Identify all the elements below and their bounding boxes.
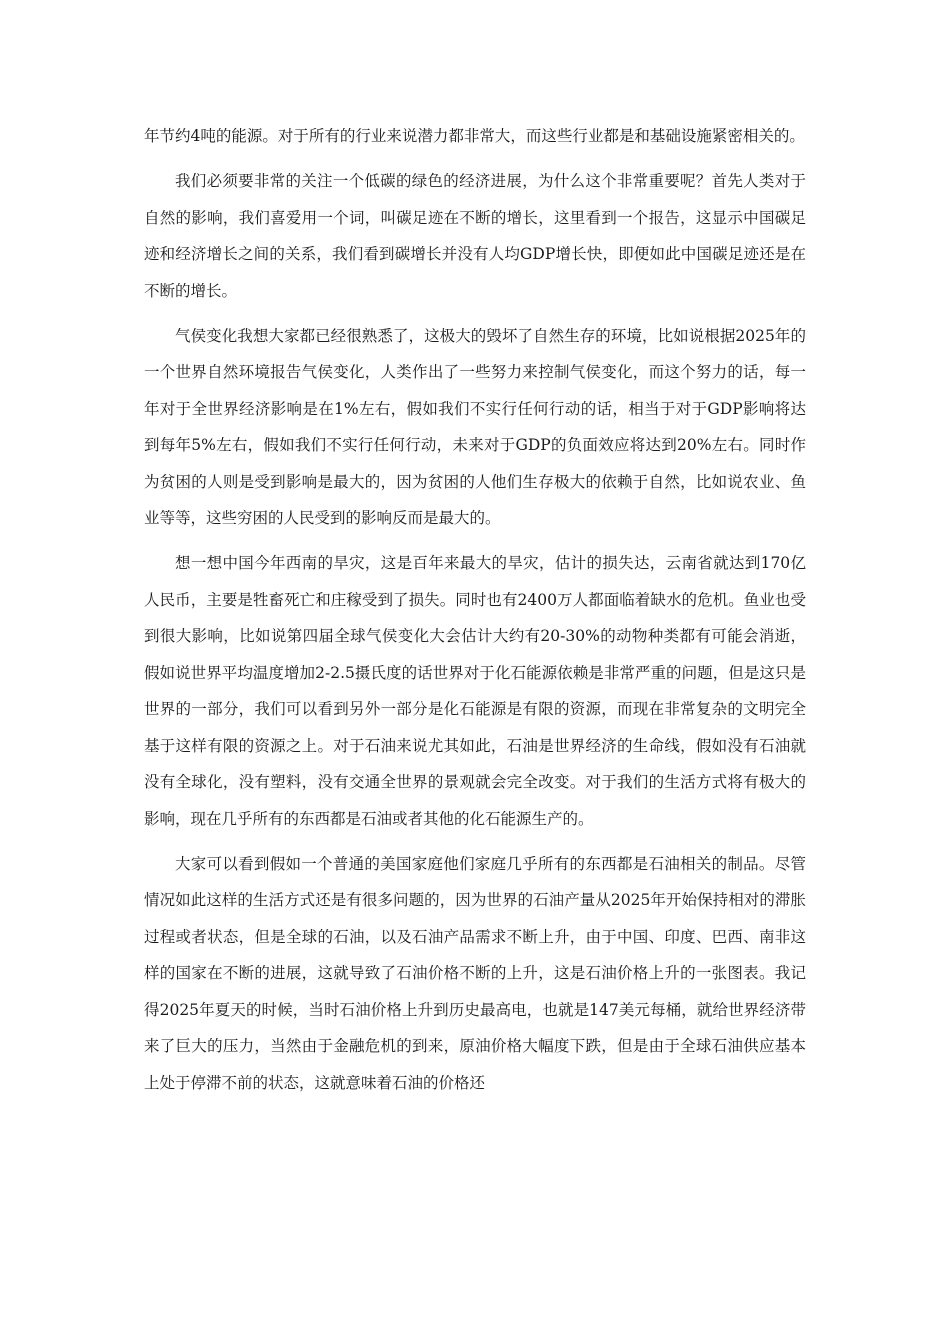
document-page: [144, 118, 806, 1110]
paragraph-1: 年节约4吨的能源。对于所有的行业来说潜力都非常大，而这些行业都是和基础设施紧密相关的。: [144, 127, 805, 145]
paragraph-5: 大家可以看到假如一个普通的美国家庭他们家庭几乎所有的东西都是石油相关的制品。尽管情况如此这样的生活方式还是有很多问题的，因为世界的石油产量从2025年开始保持相对的滞胀过程或者状态，但是全球的石油，以及石油产品需求不断上升，由于中国、印度、巴西、南非这样的国家在不断的进展，这就导致了石油价格不断的上升，这是石油价格上升的一张图表。我记得2025年夏天的时候，当时石油价格上升到历史最高电，也就是147美元每桶，就给世界经济带来了巨大的压力，当然由于金融危机的到来，原油价格大幅度下跌，但是由于全球石油供应基本上处于停滞不前的状态，这就意味着石油的价格还: [144, 854, 806, 1092]
paragraph-2: 我们必须要非常的关注一个低碳的绿色的经济进展，为什么这个非常重要呢？首先人类对于自然的影响，我们喜爱用一个词，叫碳足迹在不断的增长，这里看到一个报告，这显示中国碳足迹和经济增长之间的关系，我们看到碳增长并没有人均GDP增长快，即便如此中国碳足迹还是在不断的增长。: [144, 172, 806, 300]
paragraph-3: 气侯变化我想大家都已经很熟悉了，这极大的毁坏了自然生存的环境，比如说根据2025年的一个世界自然环境报告气侯变化，人类作出了一些努力来控制气侯变化，而这个努力的话，每一年对于全世界经济影响是在1%左右，假如我们不实行任何行动的话，相当于对于GDP影响将达到每年5%左右，假如我们不实行任何行动，未来对于GDP的负面效应将达到20%左右。同时作为贫困的人则是受到影响是最大的，因为贫困的人他们生存极大的依赖于自然，比如说农业、鱼业等等，这些穷困的人民受到的影响反而是最大的。: [144, 326, 806, 527]
paragraph-4: 想一想中国今年西南的旱灾，这是百年来最大的旱灾，估计的损失达，云南省就达到170亿人民币，主要是牲畜死亡和庄稼受到了损失。同时也有2400万人都面临着缺水的危机。鱼业也受到很大影响，比如说第四届全球气侯变化大会估计大约有20-30%的动物种类都有可能会消逝，假如说世界平均温度增加2-2.5摄氏度的话世界对于化石能源依赖是非常严重的问题，但是这只是世界的一部分，我们可以看到另外一部分是化石能源是有限的资源，而现在非常复杂的文明完全基于这样有限的资源之上。对于石油来说尤其如此，石油是世界经济的生命线，假如没有石油就没有全球化，没有塑料，没有交通全世界的景观就会完全改变。对于我们的生活方式将有极大的影响，现在几乎所有的东西都是石油或者其他的化石能源生产的。: [144, 554, 806, 828]
